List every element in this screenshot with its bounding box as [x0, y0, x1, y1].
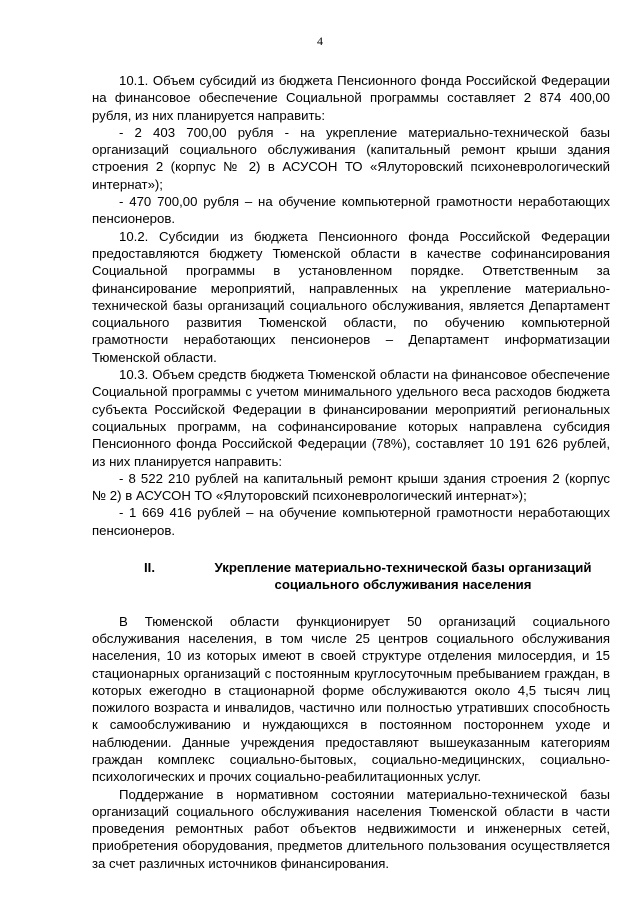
section-title: Укрепление материально-технической базы организаций социального обслуживания населения — [214, 560, 592, 593]
paragraph-10-3: 10.3. Объем средств бюджета Тюменской области на финансовое обеспечение Социальной программы с учетом минимального удельного веса расходов бюджета субъекта Российской Федерации в финансировании мероприятий региональных социальных программ, на софинансирование которых направлена субсидия Пенсионного фонда Российской Федерации (78%), составляет 10 191 626 рублей, из них планируется направить: — [92, 367, 610, 469]
paragraph-10-1: 10.1. Объем субсидий из бюджета Пенсионного фонда Российской Федерации на финансовое обеспечение Социальной программы составляет 2 874 400,00 рубля, из них планируется направить: — [92, 73, 610, 123]
paragraph-10-2: 10.2. Субсидии из бюджета Пенсионного фонда Российской Федерации предоставляются бюджету Тюменской области в качестве софинансирования Социальной программы в установленном порядке. Ответственным за финансирование мероприятий, направленных на укрепление материально-технической базы организаций социального обслуживания, является Департамент социального развития Тюменской области, по обучению компьютерной грамотности неработающих пенсионеров – Департамент информатизации Тюменской области. — [92, 228, 610, 365]
section-heading — [92, 559, 610, 594]
page-number: 4 — [317, 34, 323, 48]
list-item-budget-training: - 1 669 416 рублей – на обучение компьютерной грамотности неработающих пенсионеров. — [92, 505, 610, 538]
list-item-subsidy-training: - 470 700,00 рубля – на обучение компьютерной грамотности неработающих пенсионеров. — [92, 194, 610, 227]
paragraph-maintenance: Поддержание в нормативном состоянии материально-технической базы организаций социального обслуживания населения Тюменской области в части проведения ремонтных работ объектов недвижимости и инженерных сетей, приобретения оборудования, предметов длительного пользования осуществляется за счет различных источников финансирования. — [92, 786, 610, 871]
document-body — [92, 72, 610, 872]
section-number: II. — [144, 560, 155, 576]
list-item-budget-repair: - 8 522 210 рублей на капитальный ремонт крыши здания строения 2 (корпус № 2) в АСУСОН ТО «Ялуторовский психоневрологический интернат»); — [92, 470, 610, 504]
paragraph-organizations: В Тюменской области функционирует 50 организаций социального обслуживания населения, в том числе 25 центров социального обслуживания населения, 10 из которых имеют в своей структуре отделения милосердия, и 15 стационарных организаций с постоянным круглосуточным пребыванием граждан, в которых ежегодно в стационарной форме обслуживаются около 4,5 тысяч лиц пожилого возраста и инвалидов, частично или полностью утративших способность к самообслуживанию и нуждающихся в постоянном постороннем уходе и наблюдении. Данные учреждения предоставляют вышеуказанным категориям граждан комплекс социально-бытовых, социально-медицинских, социально-психологических и прочих социально-реабилитационных услуг. — [92, 613, 610, 785]
list-item-subsidy-repair: - 2 403 700,00 рубля - на укрепление материально-технической базы организаций социального обслуживания (капитальный ремонт крыши здания строения 2 (корпус № 2) в АСУСОН ТО «Ялуторовский психоневрологический интернат»); — [92, 124, 610, 192]
